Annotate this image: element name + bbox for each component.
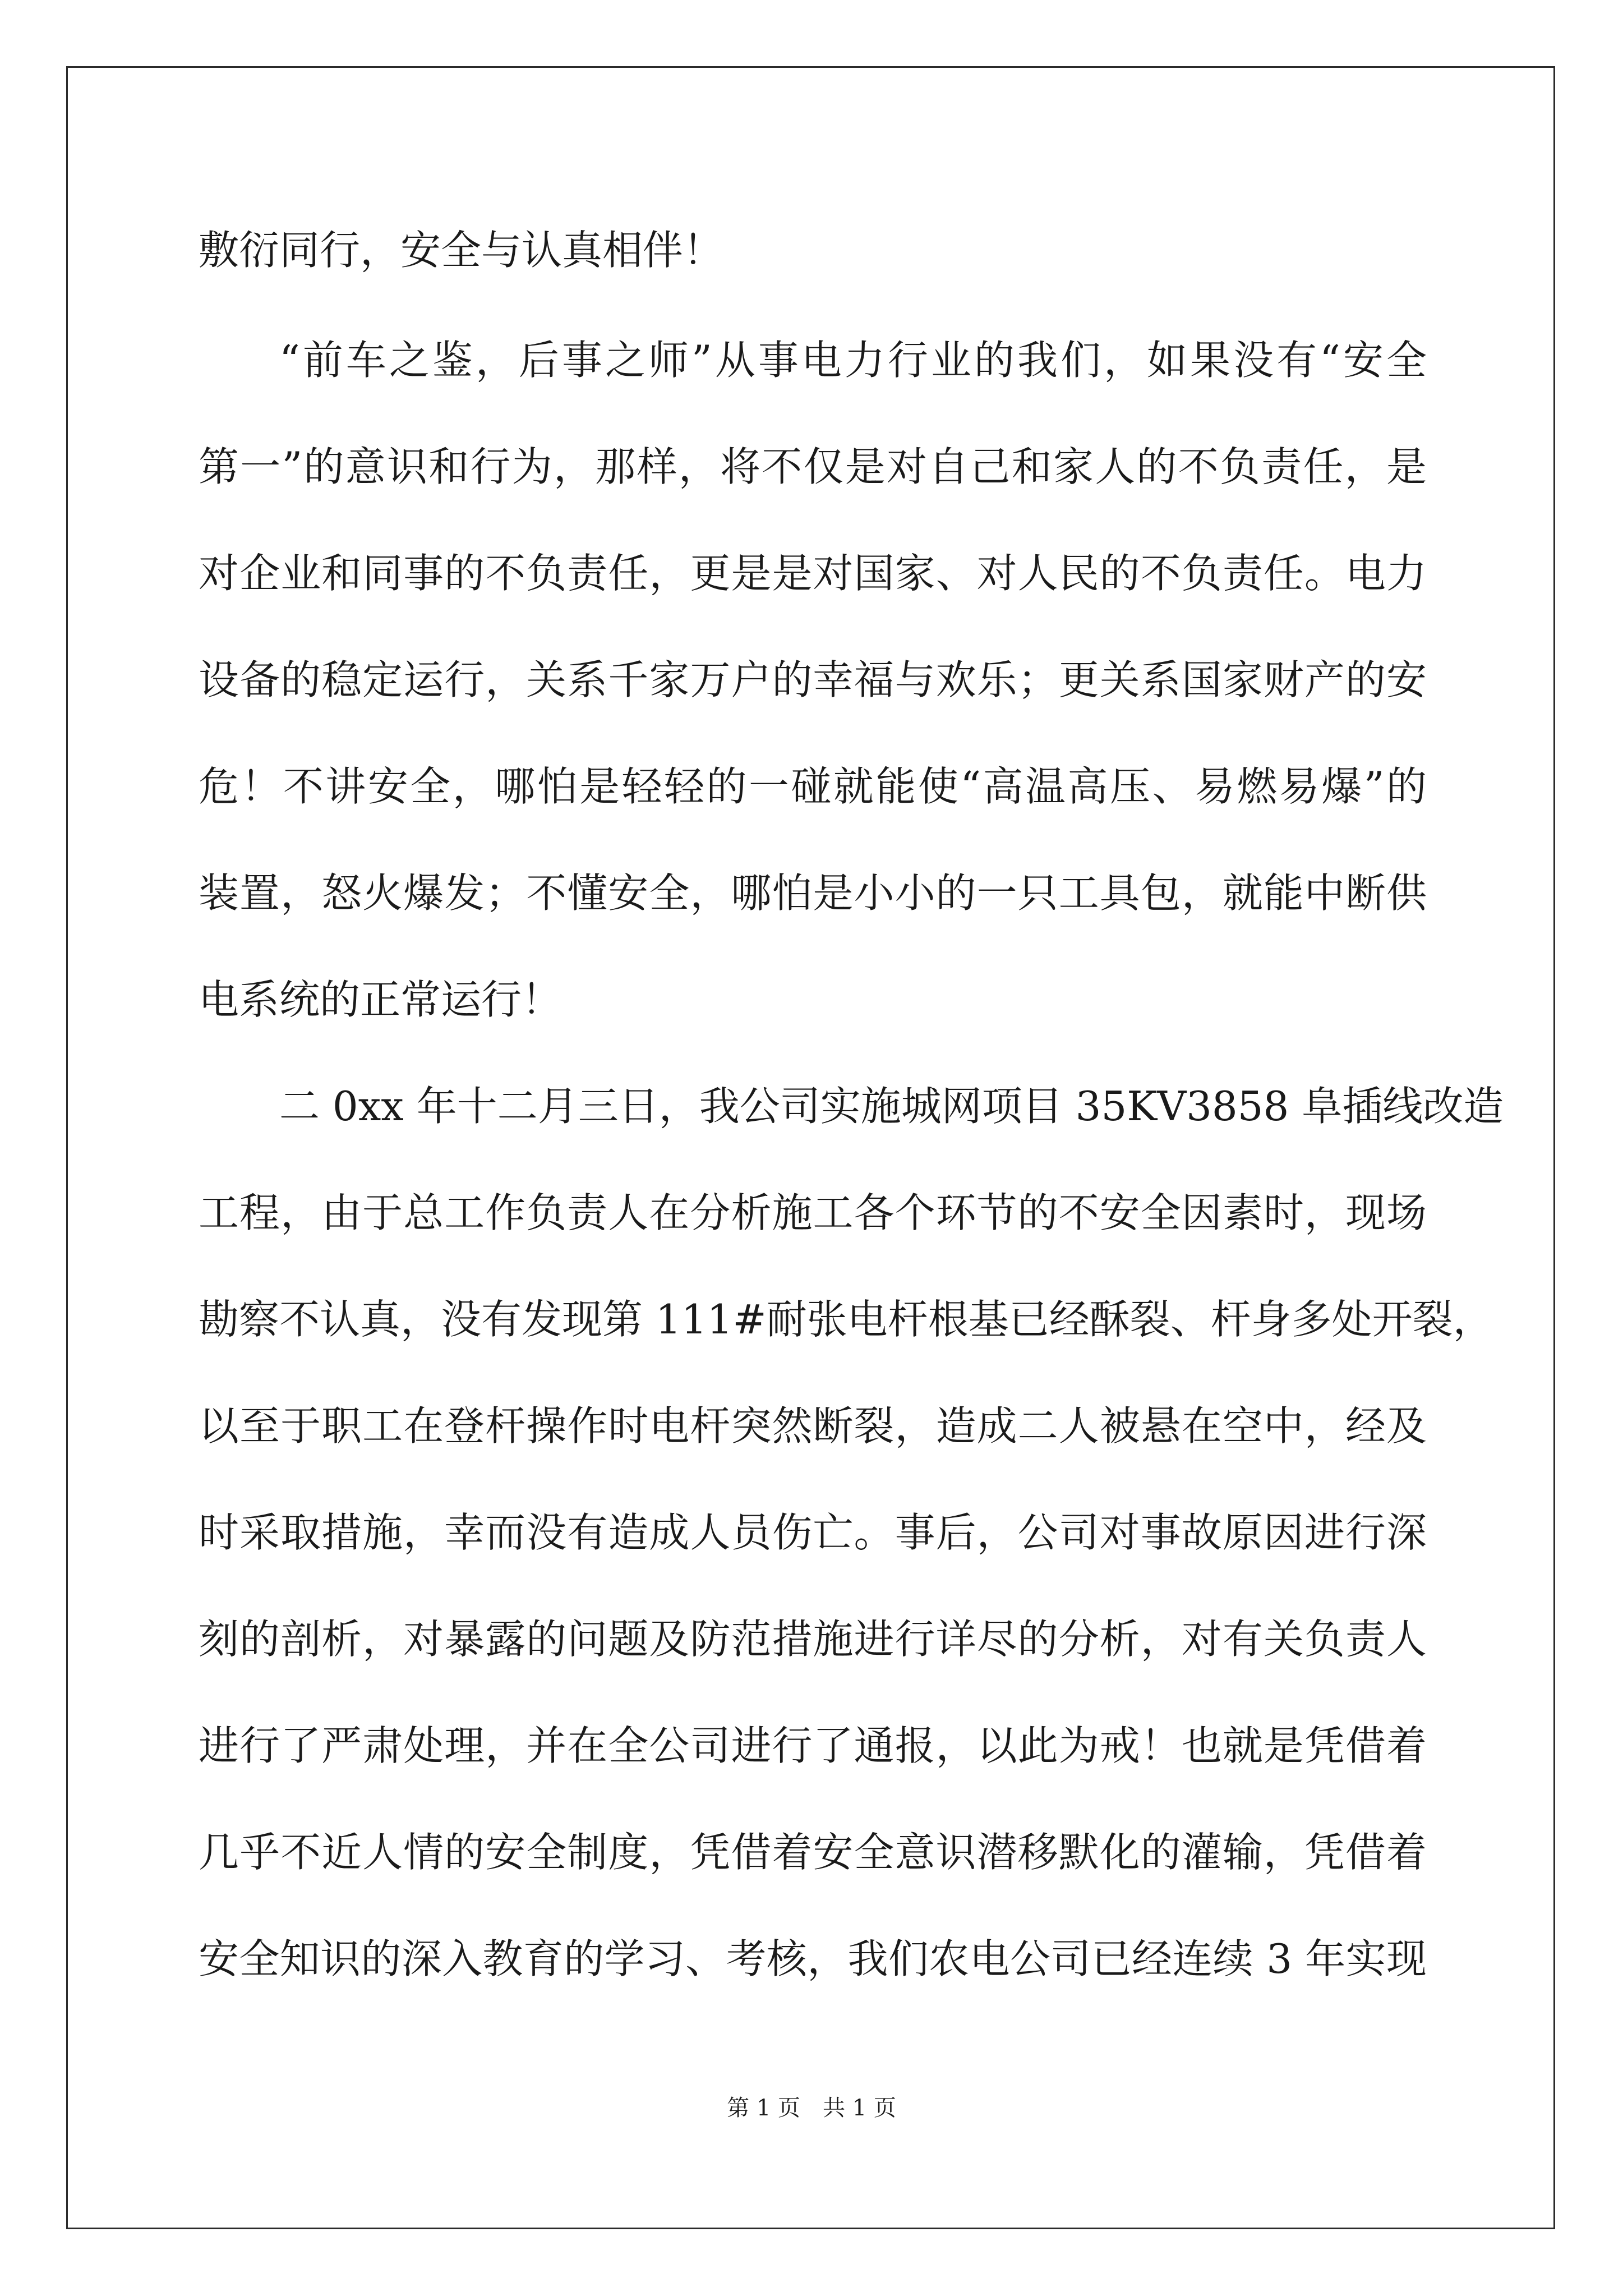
text-line: 进行了严肃处理，并在全公司进行了通报，以此为戒！也就是凭借着 [199, 1722, 1427, 1769]
text-line: 安全知识的深入教育的学习、考核，我们农电公司已经连续 3 年实现 [199, 1935, 1427, 1982]
text-line: 装置，怒火爆发；不懂安全，哪怕是小小的一只工具包，就能中断供 [199, 869, 1427, 917]
text-line: 以至于职工在登杆操作时电杆突然断裂，造成二人被悬在空中，经及 [199, 1402, 1427, 1450]
text-line: 敷衍同行，安全与认真相伴！ [199, 227, 724, 274]
text-line: 刻的剖析，对暴露的问题及防范措施进行详尽的分析，对有关负责人 [199, 1616, 1427, 1663]
text-line: 电系统的正常运行！ [199, 976, 562, 1023]
text-line: “前车之鉴，后事之师”从事电力行业的我们，如果没有“安全 [279, 337, 1427, 384]
text-line: 二 0xx 年十二月三日，我公司实施城网项目 35KV3858 阜插线改造 [279, 1083, 1504, 1130]
text-line: 设备的稳定运行，关系千家万户的幸福与欢乐；更关系国家财产的安 [199, 656, 1427, 703]
text-line: 危！不讲安全，哪怕是轻轻的一碰就能使“高温高压、易燃易爆”的 [199, 763, 1427, 810]
text-line: 几乎不近人情的安全制度，凭借着安全意识潜移默化的灌输，凭借着 [199, 1829, 1427, 1876]
page-number-footer: 第 1 页 共 1 页 [727, 2095, 896, 2121]
text-line: 时采取措施，幸而没有造成人员伤亡。事后，公司对事故原因进行深 [199, 1509, 1427, 1556]
text-line: 对企业和同事的不负责任，更是是对国家、对人民的不负责任。电力 [199, 550, 1427, 597]
text-line: 工程，由于总工作负责人在分析施工各个环节的不安全因素时，现场 [199, 1189, 1427, 1236]
text-line: 第一”的意识和行为，那样，将不仅是对自己和家人的不负责任，是 [199, 443, 1427, 490]
text-line: 勘察不认真，没有发现第 111#耐张电杆根基已经酥裂、杆身多处开裂， [199, 1296, 1493, 1343]
